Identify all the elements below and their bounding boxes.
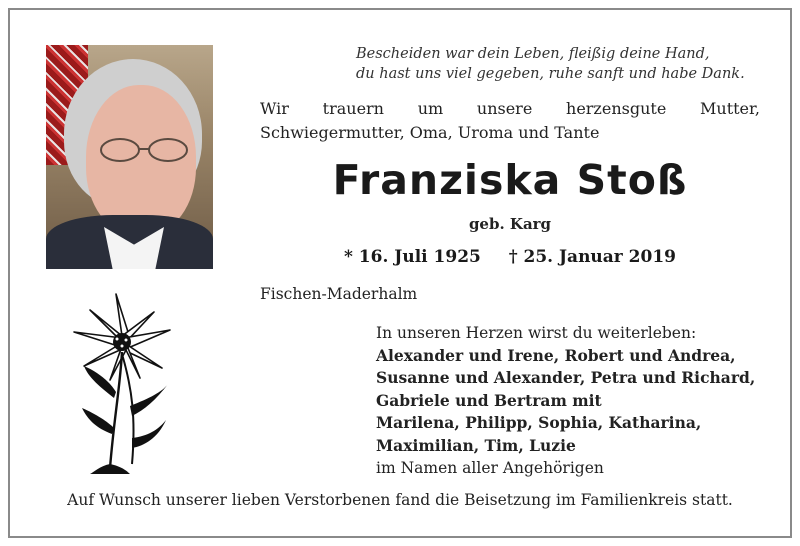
deceased-name: Franziska Stoß	[332, 156, 688, 204]
birth-date: * 16. Juli 1925	[344, 247, 481, 267]
place-name: Fischen-Maderhalm	[260, 285, 418, 303]
portrait-photo	[46, 45, 213, 269]
burial-note: Auf Wunsch unserer lieben Verstorbenen fand die Beisetzung im Familienkreis statt.	[67, 491, 733, 509]
photo-glasses	[96, 137, 192, 163]
mourners-closing: im Namen aller Angehörigen	[376, 459, 604, 477]
edelweiss-icon	[70, 288, 174, 476]
mourners-list	[376, 322, 776, 480]
maiden-name: geb. Karg	[468, 215, 552, 233]
memorial-quote	[356, 44, 776, 84]
quote-line-1: Bescheiden war dein Leben, fleißig deine Hand,	[356, 46, 710, 62]
mourning-intro: Wir trauern um unsere herzensgute Mutter, Schwiegermutter, Oma, Uroma und Tante	[260, 99, 760, 142]
mourners-line: Susanne und Alexander, Petra und Richard,	[376, 368, 756, 387]
mourners-intro: In unseren Herzen wirst du weiterleben:	[376, 324, 697, 342]
quote-line-2: du hast uns viel gegeben, ruhe sanft und habe Dank.	[356, 66, 745, 82]
mourners-line: Maximilian, Tim, Luzie	[376, 435, 576, 455]
mourners-line: Alexander und Irene, Robert und Andrea,	[376, 345, 736, 365]
mourners-line: Marilena, Philipp, Sophia, Katharina,	[376, 413, 702, 432]
death-date: † 25. Januar 2019	[508, 247, 676, 267]
life-dates	[260, 247, 760, 267]
mourners-line: Gabriele und Bertram mit	[376, 390, 602, 410]
